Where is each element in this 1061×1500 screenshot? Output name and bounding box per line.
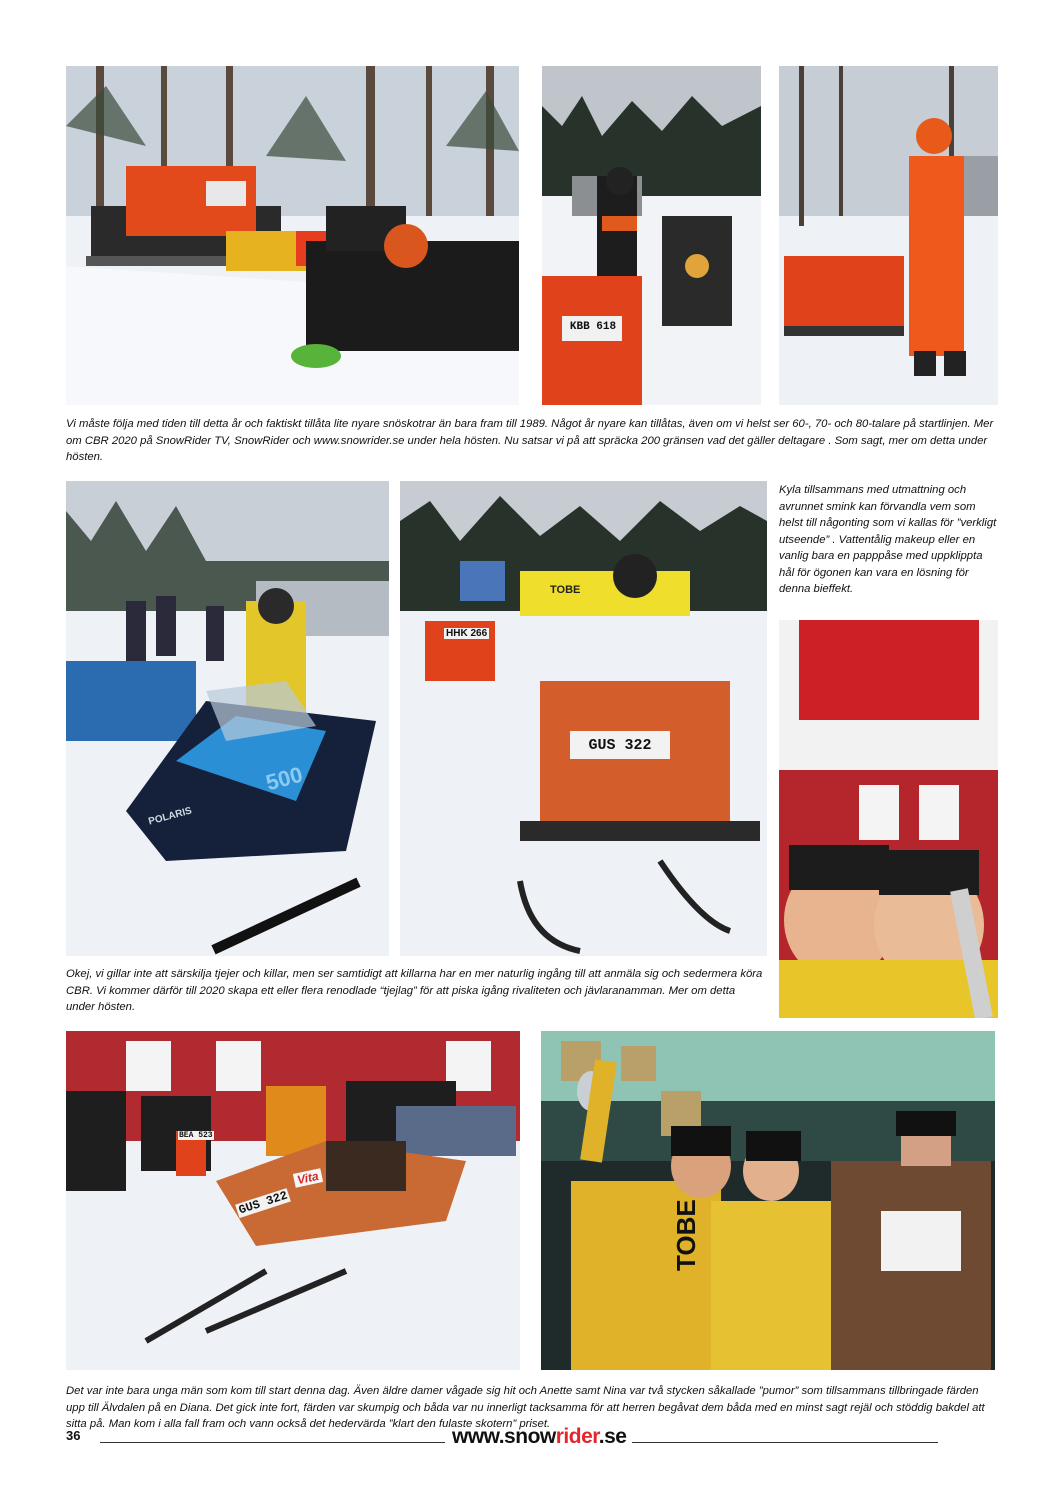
photo-selfie-two-women	[779, 620, 998, 1018]
footer-rule-left	[100, 1442, 445, 1443]
site-logo-brand: rider	[555, 1425, 599, 1448]
caption-bottom: Det var inte bara unga män som kom till start denna dag. Även äldre damer vågade sig hit och Anette samt Nina var två stycken såkallade ”pumor” som tillsammans tillbringade färden upp till Älvdalen på en Diana. Det gick inte fort, färden var skumpig och båda var nu innerligt tacksamma för att herren begåvat dem båda med en minst sagt rejäl och stöddig bakdel att sitta på. Man kom i alla fall fram och vann också det hedervärda ”klart den fulaste skotern” priset.	[66, 1385, 985, 1430]
label-polaris: POLARIS	[147, 805, 194, 828]
footer-rule-right	[632, 1442, 938, 1443]
photo-blue-polaris-500	[66, 481, 389, 956]
plate-bea: BEA 523	[179, 1131, 213, 1140]
label-500: 500	[263, 761, 306, 796]
photo-sleds-on-trailer	[66, 66, 519, 405]
photo-rider-with-orange-sled	[542, 66, 761, 405]
plate-kbb: KBB 618	[569, 321, 617, 333]
page-number: 36	[66, 1428, 81, 1443]
caption-middle: Okej, vi gillar inte att särskilja tjejer och killar, men ser samtidigt att killarna har en mer naturlig ingång till att anmäla sig och sedermera köra CBR. Vi kommer därför till 2020 skapa ett eller flera renodlade “tjejlag” för att piska igång rivaliteten och jävlaranamman. Mer om detta under hösten.	[66, 968, 763, 1013]
photo-yellow-rider-orange-sled	[400, 481, 767, 956]
photo-parked-sleds-red-building	[66, 1031, 520, 1370]
plate-hhk: HHK 266	[446, 628, 488, 639]
label-tobe-jacket: TOBE	[671, 1199, 701, 1271]
plate-gus: GUS 322	[588, 737, 652, 754]
site-logo-suffix: .se	[598, 1425, 627, 1448]
photo-award-ceremony	[541, 1031, 995, 1370]
caption-top: Vi måste följa med tiden till detta år och faktiskt tillåta lite nyare snöskotrar än bara fram till 1989. Något år nyare kan tillåtas, även om vi helst ser 60-, 70- och 80-talare på startlinjen. Mer om CBR 2020 på SnowRider TV, SnowRider och www.snowrider.se under hela hösten. Nu satsar vi på att spräcka 200 gränsen vad det gäller deltagare . Som sagt, mer om detta under hösten.	[66, 418, 994, 463]
site-logo[interactable]	[452, 1425, 626, 1449]
label-vita: Vita	[293, 1168, 323, 1187]
site-logo-prefix: www.snow	[452, 1425, 556, 1448]
plate-gus-2: GUS 322	[237, 1188, 290, 1218]
label-tobe-yellow: TOBE	[550, 584, 581, 596]
photo-rider-orange-suit	[779, 66, 998, 405]
caption-side: Kyla tillsammans med utmattning och avrunnet smink kan förvandla vem som helst till någonting som vi kallas för ”verkligt utseende” . Vattentålig makeup eller en vanlig bara en papppåse med uppklippta hål för ögonen kan vara en lösning för denna bieffekt.	[779, 484, 997, 595]
